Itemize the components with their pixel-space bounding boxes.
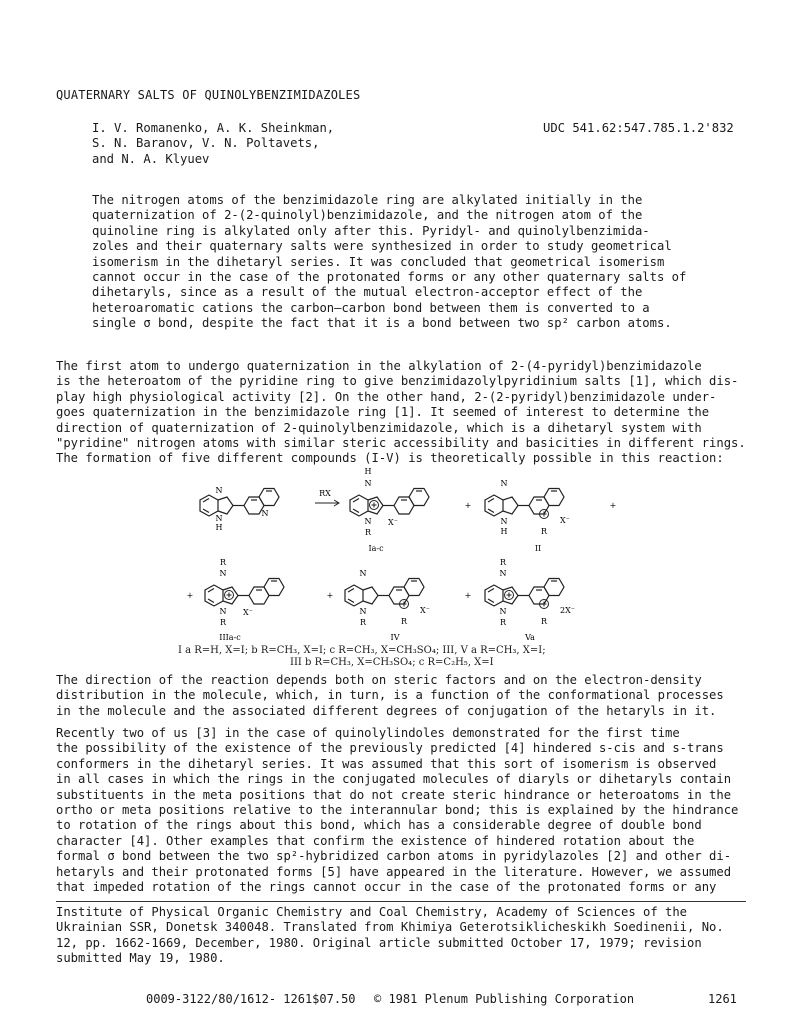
plus-sign: + [326, 591, 334, 600]
paragraph-isomerism [56, 726, 738, 895]
atom-label: N [500, 479, 508, 488]
compound-label: IIIa-c [219, 633, 241, 642]
atom-label: N [364, 517, 372, 526]
substituent-label: R [400, 617, 408, 626]
text-line: ortho or meta positions relative to the interannular bond; this is explained by the hindrance [56, 803, 739, 818]
text-line: hetaryls and their protonated forms [5] have appeared in the literature. However, we assumed [56, 864, 732, 879]
atom-label: N [500, 517, 508, 526]
paragraph-direction [56, 673, 724, 719]
text-line: direction of quaternization of 2-quinolylbenzimidazole, which is a dihetaryl system with [56, 420, 702, 435]
product-II-structure [485, 489, 564, 517]
atom-label: N [359, 569, 367, 578]
scheme-caption [178, 645, 546, 669]
compound-label: II [534, 544, 542, 553]
footnote-line: submitted May 19, 1980. [56, 951, 225, 966]
atom-label: N [359, 607, 367, 616]
text-line: Recently two of us [3] in the case of quinolylindoles demonstrated for the first time [56, 726, 680, 740]
substituent-label: R [540, 617, 548, 626]
atom-label: N [499, 607, 507, 616]
caption-line: I a R=H, X=I; b R=CH₃, X=I; c R=CH₃, X=CH₃SO₄; III, V a R=CH₃, X=I; [178, 645, 546, 656]
text-line: The formation of five different compounds (I-V) is theoretically possible in this reaction: [56, 451, 724, 466]
reagent-label: RX [319, 489, 331, 498]
anion-label: X⁻ [388, 518, 398, 527]
plus-sign: + [186, 591, 194, 600]
caption-line: III b R=CH₃, X=CH₃SO₄; c R=C₂H₅, X=I [290, 657, 494, 668]
substituent-label: R [499, 558, 507, 567]
atom-label: H [500, 527, 508, 536]
text-line: in the molecule and the associated different degrees of conjugation of the hetaryls in it. [56, 703, 717, 718]
substituent-label: R [499, 618, 507, 627]
author-list [92, 121, 334, 167]
footnote-divider [56, 901, 746, 902]
footnote-line: 12, pp. 1662-1669, December, 1980. Original article submitted October 17, 1979; revision [56, 935, 702, 950]
abstract-line: quinoline ring is alkylated only after this. Pyridyl- and quinolylbenzimida- [92, 223, 650, 238]
text-line: character [4]. Other examples that confirm the existence of hindered rotation about the [56, 833, 695, 848]
atom-label: N [364, 479, 372, 488]
abstract [92, 193, 686, 332]
abstract-line: single σ bond, despite the fact that it is a bond between two sp² carbon atoms. [92, 316, 672, 331]
author-line: I. V. Romanenko, A. K. Sheinkman, [92, 121, 335, 135]
substituent-label: R [364, 528, 372, 537]
copyright-notice: © 1981 Plenum Publishing Corporation [374, 992, 635, 1006]
text-line: The first atom to undergo quaternization in the alkylation of 2-(4-pyridyl)benzimidazole [56, 359, 702, 373]
text-line: substituents in the meta positions that do not create steric hindrance or heteroatoms in the [56, 787, 732, 802]
reaction-scheme-drawing [150, 462, 640, 667]
product-V-structure [485, 579, 564, 607]
plus-sign: + [464, 501, 472, 510]
text-line: The direction of the reaction depends both on steric factors and on the electron-density [56, 673, 702, 687]
atom-label: N [219, 569, 227, 578]
paper-title: QUATERNARY SALTS OF QUINOLYBENZIMIDAZOLES [56, 88, 361, 102]
text-line: in all cases in which the rings in the conjugated molecules of diaryls or dihetaryls contain [56, 772, 732, 787]
cation-mark [505, 591, 514, 600]
paragraph-intro [56, 359, 746, 467]
product-III-structure [205, 579, 284, 607]
compound-label: IV [390, 633, 400, 642]
cation-mark [225, 591, 234, 600]
abstract-line: zoles and their quaternary salts were synthesized in order to study geometrical [92, 239, 672, 254]
atom-label: N [261, 509, 269, 518]
anion-label: X⁻ [420, 606, 430, 615]
text-line: to rotation of the rings about this bond, which has a considerable degree of double bond [56, 818, 702, 833]
page-number: 1261 [708, 992, 737, 1006]
plus-sign: + [609, 501, 617, 510]
substituent-label: R [540, 527, 548, 536]
footnote-line: Institute of Physical Organic Chemistry and Coal Chemistry, Academy of Sciences of the [56, 905, 688, 919]
abstract-line: heteroaromatic cations the carbon—carbon bond between them is converted to a [92, 300, 650, 315]
substituent-label: R [219, 618, 227, 627]
text-line: distribution in the molecule, which, in turn, is a function of the conformational processes [56, 688, 724, 703]
text-line: formal σ bond between the two sp²-hybridized carbon atoms in pyridylazoles [2] and other di- [56, 849, 732, 864]
atom-label: N [215, 486, 223, 495]
journal-code: 0009-3122/80/1612- 1261$07.50 [146, 992, 356, 1006]
text-line: play high physiological activity [2]. On the other hand, 2-(2-pyridyl)benzimidazole under- [56, 389, 717, 404]
atom-label: H [215, 523, 223, 532]
plus-sign: + [464, 591, 472, 600]
footnote [56, 905, 724, 967]
text-line: conformers in the dihetaryl series. It was assumed that this sort of isomerism is observed [56, 756, 717, 771]
atom-label: H [364, 467, 372, 476]
text-line: goes quaternization in the benzimidazole ring [1]. It seemed of interest to determine the [56, 405, 710, 420]
udc-code: UDC 541.62:547.785.1.2'832 [543, 121, 734, 135]
atom-label: N [499, 569, 507, 578]
product-IV-structure [345, 579, 424, 607]
compound-label: Va [525, 633, 535, 642]
substituent-label: R [359, 618, 367, 627]
text-line: the possibility of the existence of the previously predicted [4] hindered s-cis and s-trans [56, 741, 724, 756]
substituent-label: R [219, 558, 227, 567]
cation-mark [370, 501, 379, 510]
anion-label: 2X⁻ [560, 606, 576, 615]
atom-label: N [219, 607, 227, 616]
product-I-structure [350, 489, 429, 517]
text-line: "pyridine" nitrogen atoms with similar steric accessibility and basicities in different rings. [56, 436, 746, 451]
author-line: and N. A. Klyuev [92, 151, 210, 166]
abstract-line: cannot occur in the case of the protonated forms or any other quaternary salts of [92, 270, 687, 285]
abstract-line: The nitrogen atoms of the benzimidazole ring are alkylated initially in the [92, 193, 643, 207]
reaction-scheme [150, 462, 640, 667]
atom-label: N [215, 514, 223, 523]
author-line: S. N. Baranov, V. N. Poltavets, [92, 136, 320, 151]
abstract-line: isomerism in the dihetaryl series. It was concluded that geometrical isomerism [92, 254, 665, 269]
text-line: that impeded rotation of the rings cannot occur in the case of the protonated forms or any [56, 880, 717, 895]
abstract-line: quaternization of 2-(2-quinolyl)benzimidazole, and the nitrogen atom of the [92, 208, 643, 223]
page-footer [0, 992, 796, 1008]
anion-label: X⁻ [243, 608, 253, 617]
anion-label: X⁻ [560, 516, 570, 525]
compound-label: Ia-c [368, 544, 384, 553]
footnote-line: Ukrainian SSR, Donetsk 340048. Translated from Khimiya Geterotsiklicheskikh Soedinenii, No. [56, 920, 724, 935]
text-line: is the heteroatom of the pyridine ring to give benzimidazolylpyridinium salts [1], which dis- [56, 374, 739, 389]
abstract-line: dihetaryls, since as a result of the mutual electron-acceptor effect of the [92, 285, 643, 300]
